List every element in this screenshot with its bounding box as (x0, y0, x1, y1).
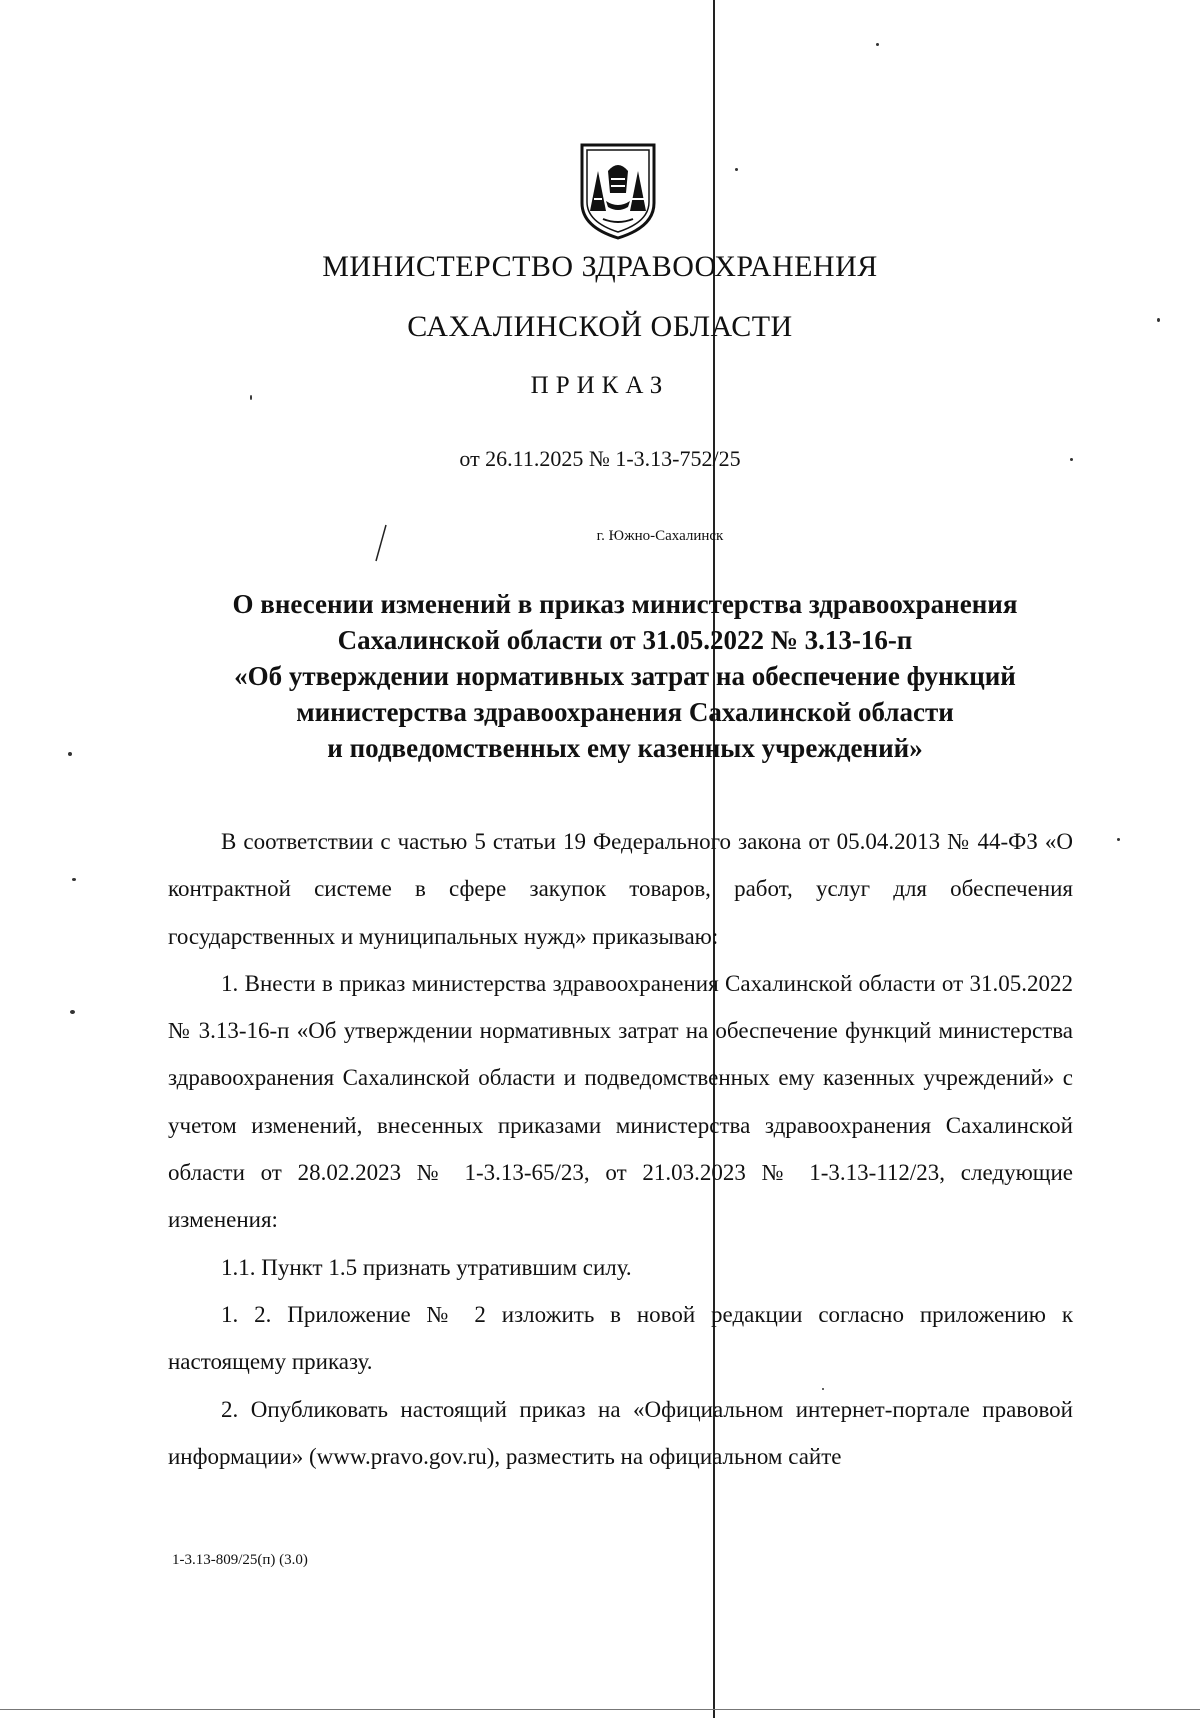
scan-speck (70, 1010, 75, 1014)
order-number: от 26.11.2025 № 1-3.13-752/25 (459, 446, 741, 471)
document-title (160, 586, 1090, 766)
ministry-name-line2: САХАЛИНСКОЙ ОБЛАСТИ (407, 310, 793, 343)
title-line: министерства здравоохранения Сахалинской области (296, 697, 954, 727)
document-type: ПРИКАЗ (530, 372, 670, 399)
sakhalin-coat-of-arms-icon (578, 141, 658, 241)
scan-speck (1157, 318, 1160, 322)
paragraph-item-1-2: 1. 2. Приложение № 2 изложить в новой редакции согласно приложению к настоящему приказу. (168, 1301, 1073, 1375)
title-line: Сахалинской области от 31.05.2022 № 3.13-16-п (337, 625, 913, 655)
city: г. Южно-Сахалинск (596, 528, 724, 544)
title-line: О внесении изменений в приказ министерства здравоохранения (232, 589, 1018, 619)
scan-slash-mark (370, 523, 390, 563)
paragraph-item-2: 2. Опубликовать настоящий приказ на «Официальном интернет-портале правовой информации» (www.pravo.gov.ru), разместить на официальном сайте (168, 1396, 1073, 1469)
title-line: и подведомственных ему казенных учреждений» (327, 733, 923, 763)
ministry-name-line1: МИНИСТЕРСТВО ЗДРАВООХРАНЕНИЯ (322, 250, 878, 283)
document-body (168, 818, 1073, 1480)
paragraph-item-1-1: 1.1. Пункт 1.5 признать утратившим силу. (221, 1254, 632, 1280)
scan-speck (876, 43, 879, 46)
scan-speck (1117, 838, 1120, 841)
scan-speck (250, 395, 252, 400)
scan-speck (822, 1388, 824, 1390)
paragraph-preamble: В соответствии с частью 5 статьи 19 Федерального закона от 05.04.2013 № 44-ФЗ «О контрактной системе в сфере закупок товаров, работ, услуг для обеспечения государственных и муниципальных нужд» приказываю: (168, 829, 1073, 949)
scan-speck (1070, 458, 1073, 461)
scan-bottom-edge (0, 1709, 1200, 1710)
paragraph-item-1: 1. Внести в приказ министерства здравоохранения Сахалинской области от 31.05.2022 № 3.13-16-п «Об утверждении нормативных затрат на обеспечение функций министерства здравоохранения Сахалинской области и подведомственных ему казенных учреждений» с учетом изменений, внесенных приказами министерства здравоохранения Сахалинской области от 28.02.2023 № 1-3.13-65/23, от 21.03.2023 № 1-3.13-112/23, следующие изменения: (168, 970, 1073, 1233)
scan-speck (735, 168, 738, 171)
scan-speck (68, 752, 72, 756)
footer-code: 1-3.13-809/25(п) (3.0) (172, 1552, 308, 1568)
title-line: «Об утверждении нормативных затрат на обеспечение функций (234, 661, 1016, 691)
scan-speck (72, 878, 76, 881)
